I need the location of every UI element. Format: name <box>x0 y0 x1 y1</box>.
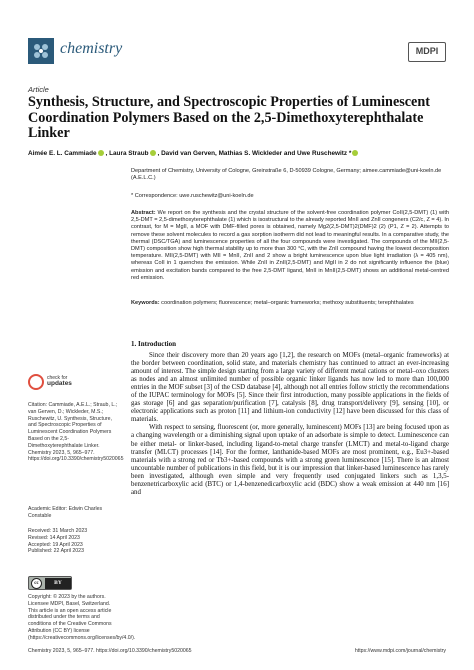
keywords-label: Keywords: <box>131 300 160 306</box>
journal-name: chemistry <box>60 40 123 57</box>
article-type: Article <box>28 85 49 94</box>
author-list <box>28 150 448 157</box>
date-received: Received: 31 March 2023 <box>28 528 88 534</box>
check-updates-line1: check for <box>47 375 68 381</box>
cc-by-license-badge[interactable] <box>28 576 72 590</box>
author-4[interactable]: and Uwe Ruschewitz * <box>283 150 352 157</box>
paper-title: Synthesis, Structure, and Spectroscopic Properties of Luminescent Coordination Polymers Based on the 2,5-Dimethoxyterephthalate Linker <box>28 94 430 141</box>
date-accepted: Accepted: 19 April 2023 <box>28 541 83 548</box>
journal-logo-icon <box>28 38 54 64</box>
correspondence[interactable]: * Correspondence: uwe.ruschewitz@uni-koeln.de <box>131 193 254 199</box>
footer-journal-url[interactable]: https://www.mdpi.com/journal/chemistry <box>354 648 446 654</box>
author-1[interactable]: Aimée E. L. Cammiade <box>28 150 97 157</box>
keywords <box>131 300 449 307</box>
date-revised: Revised: 14 April 2023 <box>28 534 80 541</box>
orcid-icon[interactable] <box>352 150 358 156</box>
orcid-icon[interactable] <box>98 150 104 156</box>
mdpi-logo: MDPI <box>408 42 446 62</box>
abstract-label: Abstract: <box>131 210 156 216</box>
author-3[interactable]: , David van Gerven, Mathias S. Wickleder <box>157 150 283 157</box>
cc-icon: cc <box>31 578 42 589</box>
affiliation: Department of Chemistry, University of Cologne, Greinstraße 6, D-50939 Cologne, Germany; aimee.cammiade@uni-koeln.de (A.E.L.C.) <box>131 168 442 182</box>
academic-editor: Academic Editor: Edwin Charles Constable <box>28 506 103 519</box>
section-heading: 1. Introduction <box>131 340 176 348</box>
copyright-notice: Copyright: © 2023 by the authors. Licensee MDPI, Basel, Switzerland. This article is an open access article distributed under the terms and conditions of the Creative Commons Attribution (CC BY) license (https://creativecommons.org/licenses/by/4.0/). <box>28 594 136 641</box>
citation: Citation: Cammiade, A.E.L.; Straub, L.; van Gerven, D.; Wickleder, M.S.; Ruschewitz, U. Synthesis, Structure, and Spectroscopic Properties of Luminescent Coordination Polymers Based on the 2,5-Dimethoxyterephthalate Linker. Chemistry 2023, 5, 965–977. https://doi.org/10.3390/chemistry5020065 <box>28 402 124 463</box>
paragraph-2: With respect to sensing, fluorescent (or, more generally, luminescent) MOFs [13] are being focused upon as a changing wavelength or a diminishing signal upon uptake of an adsorbate is simple to detect. Luminescence can be either metal- or linker-based, including ligand-to-metal charge transfer (LMCT) and metal-to-ligand charge transfer (MLCT) processes [14]. For the former, lanthanide-based MOFs are most prominent, e.g., Eu3+-based materials with a strong red or Tb3+-based compounds with a strong green luminescence [15]. There is an almost uncountable number of publications in this field, but it is our impression that linker-based luminescence has rarely been investigated, although even simple and very frequently used conjugated linkers such as 1,3,5-benzenetricarboxylic acid (BTC) or 1,4-benzenedicarboxylic acid (BDC) show a weak emission at 440 nm [16] and <box>131 424 449 496</box>
check-updates-line2: updates <box>47 380 72 387</box>
paragraph-1: Since their discovery more than 20 years ago [1,2], the research on MOFs (metal–organic frameworks) at the border between coordination, solid state, and materials chemistry has continued to attract an ever-increasing amount of interest. The simple design starting from a large variety of different metal cations or metal–oxo clusters as nodes and an almost unlimited number of possible organic linker ligands has now led to more than 100,000 entries in the MOF subset [3] of the CSD database [4], although not all entries follow strictly the recommendations of the IUPAC terminology for MOFs [5]. Since their first introduction, many possible applications in the fields of gas storage [6] and gas separation/purification [7], catalysis [8], drug transport/delivery [9], sensing [10], or electronic applications such as proton [11] and lithium-ion conductivity [12] have been discussed for this class of materials. <box>131 352 449 424</box>
check-updates-icon <box>28 374 44 390</box>
body-text <box>131 352 449 497</box>
publication-dates <box>28 528 120 555</box>
journal-header <box>28 38 446 78</box>
by-icon: BY <box>45 578 71 589</box>
footer-citation[interactable]: Chemistry 2023, 5, 965–977. https://doi.org/10.3390/chemistry5020065 <box>28 648 192 654</box>
orcid-icon[interactable] <box>150 150 156 156</box>
date-published: Published: 22 April 2023 <box>28 548 84 555</box>
author-2[interactable]: , Laura Straub <box>105 150 149 157</box>
abstract-text: We report on the synthesis and the crystal structure of the solvent-free coordination polymer CoII(2,5-DMT) (1) with 2,5-DMT = 2,5-dimethoxyterephthalate (1) which is isostructural to the already reported MnII and ZnII congeners (C2/c, Z = 4). In contrast, for M = MgII, a MOF with DMF-filled pores is obtained, namely Mg2(2,5-DMT)2(DMF)2 (2) (P1, Z = 2). Attempts to remove these solvent molecules to record a gas sorption isotherm did not lead to meaningful results. In a comparative study, the thermal (DSC/TGA) and luminescence properties of all the four compounds were investigated. The compounds of the MII(2,5-DMT) composition show high thermal stability up to more than 300 °C, with the ZnII compound having the lowest decomposition temperature. MII(2,5-DMT) with MII = MnII, ZnII and 2 show a bright luminescence upon blue light irradiation (λ = 405 nm), whereas CoII in 1 quenches the emission. While ZnII in ZnII(2,5-DMT) and MgII in 2 do not significantly influence the (blue) emission and excitation bands compared to the free 2,5-DMT ligand, MnII in MnII(2,5-DMT) shows an additional metal-centred red emission. <box>131 210 449 281</box>
abstract <box>131 210 449 282</box>
check-updates-badge[interactable] <box>28 372 88 392</box>
keywords-text: coordination polymers; fluorescence; metal–organic frameworks; methoxy substituents; terephthalates <box>161 300 414 306</box>
